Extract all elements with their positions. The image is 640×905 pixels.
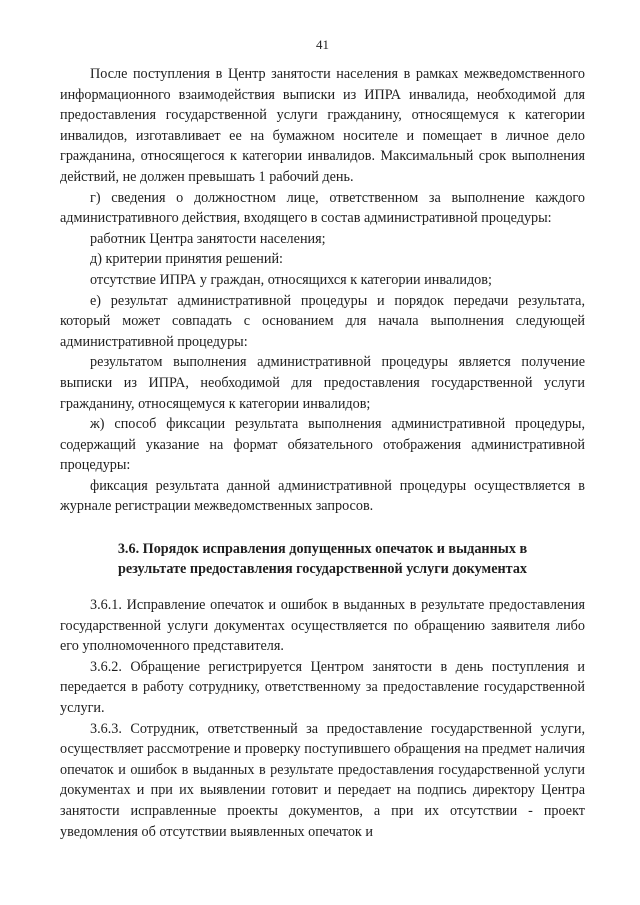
paragraph: 3.6.1. Исправление опечаток и ошибок в выданных в результате предоставления государственной услуги документах осуществляется по обращению заявителя либо его уполномоченного представителя. — [60, 597, 585, 655]
paragraph: ж) способ фиксации результата выполнения административной процедуры, содержащий указание на формат обязательного отображения административной процедуры: — [60, 416, 585, 474]
paragraphs-after — [60, 595, 585, 842]
section-heading: 3.6. Порядок исправления допущенных опечаток и выданных в результате предоставления государственной услуги документах — [117, 541, 528, 578]
paragraph: г) сведения о должностном лице, ответственном за выполнение каждого административного действия, входящего в состав административной процедуры: — [60, 189, 585, 227]
paragraph: д) критерии принятия решений: — [90, 251, 283, 268]
paragraph: е) результат административной процедуры и порядок передачи результата, который может совпадать с основанием для начала выполнения следующей административной процедуры: — [60, 292, 585, 350]
paragraph: 3.6.3. Сотрудник, ответственный за предоставление государственной услуги, осуществляет рассмотрение и проверку поступившего обращения на предмет наличия опечаток и ошибок в выданных в результате предоставления государственной услуги документах и при их выявлении готовит и передает на подпись директору Центра занятости исправленные проекты документов, а при их отсутствии - проект уведомления об отсутствии выявленных опечаток и — [60, 720, 585, 840]
paragraph: фиксация результата данной административной процедуры осуществляется в журнале регистрации межведомственных запросов. — [60, 477, 585, 515]
paragraph: 3.6.2. Обращение регистрируется Центром занятости в день поступления и передается в работу сотруднику, ответственному за предоставление государственной услуги. — [60, 658, 585, 717]
paragraphs-before — [60, 64, 585, 517]
paragraph: После поступления в Центр занятости населения в рамках межведомственного информационного взаимодействия выписки из ИПРА инвалида, необходимой для предоставления государственной услуги гражданину, относящемуся к категории инвалидов, изготавливает ее на бумажном носителе и помещает в личное дело гражданина, относящегося к категории инвалидов. Максимальный срок выполнения действий, не должен превышать 1 рабочий день. — [60, 66, 585, 185]
paragraph: отсутствие ИПРА у граждан, относящихся к категории инвалидов; — [90, 271, 492, 288]
paragraph: результатом выполнения административной процедуры является получение выписки из ИПРА, необходимой для предоставления государственной услуги гражданину, относящемуся к категории инвалидов; — [60, 354, 585, 412]
document-body — [60, 64, 585, 842]
page-number: 41 — [316, 37, 329, 52]
paragraph: работник Центра занятости населения; — [90, 230, 326, 247]
